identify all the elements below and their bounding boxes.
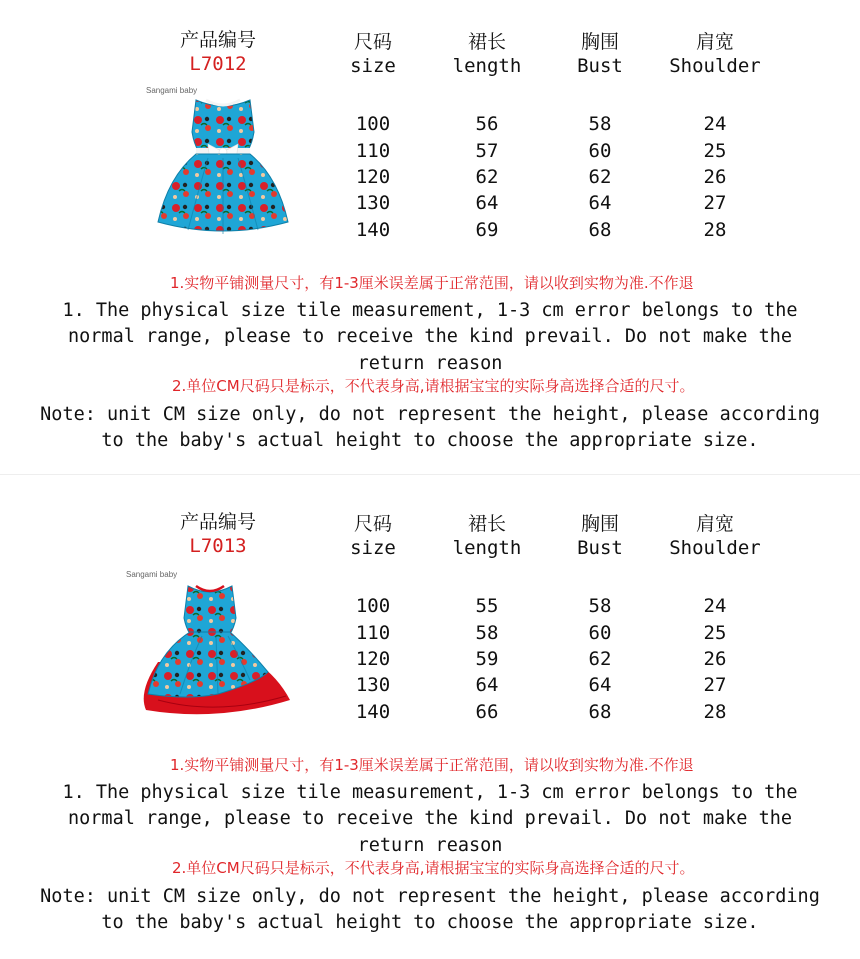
note-cn-unit: 2.单位CM尺码只是标示，不代表身高,请根据宝宝的实际身高选择合适的尺寸。 — [172, 859, 695, 877]
shoulder-cell: 27 — [703, 192, 727, 214]
bust-cell: 68 — [588, 701, 612, 723]
size-cell: 110 — [355, 140, 391, 162]
bust-cell: 64 — [588, 192, 612, 214]
length-cell: 57 — [475, 140, 499, 162]
shoulder-header — [660, 30, 770, 78]
shoulder-cell: 24 — [703, 113, 727, 135]
size-cell: 130 — [355, 674, 391, 696]
bust-cell: 68 — [588, 219, 612, 241]
length-cell: 64 — [475, 674, 499, 696]
bust-header-en: Bust — [577, 537, 623, 559]
bust-cell: 64 — [588, 674, 612, 696]
shoulder-cell: 28 — [703, 219, 727, 241]
length-cell: 56 — [475, 113, 499, 135]
dress-image-l7012 — [148, 92, 298, 242]
bust-header-cn: 胸围 — [580, 31, 619, 53]
bust-cell: 62 — [588, 648, 612, 670]
product-block-l7013 — [0, 482, 860, 952]
note-en-measurement-line3: return reason — [357, 835, 503, 856]
size-cell: 120 — [355, 648, 391, 670]
shoulder-header-cn: 肩宽 — [695, 31, 734, 53]
length-header-en: length — [452, 537, 522, 559]
shoulder-header-en: Shoulder — [669, 537, 761, 559]
dress-image-l7013 — [118, 582, 298, 722]
size-cell: 140 — [355, 701, 391, 723]
product-block-l7012 — [0, 0, 860, 470]
shoulder-header-en: Shoulder — [669, 55, 761, 77]
size-cell: 110 — [355, 622, 391, 644]
length-header — [442, 512, 532, 560]
shoulder-header — [660, 512, 770, 560]
shoulder-cell: 24 — [703, 595, 727, 617]
length-cell: 66 — [475, 701, 499, 723]
note-en-measurement-line3: return reason — [357, 353, 503, 374]
length-header — [442, 30, 532, 78]
length-cell: 59 — [475, 648, 499, 670]
size-header-en: size — [350, 55, 396, 77]
bust-header — [560, 30, 640, 78]
bust-cell: 58 — [588, 595, 612, 617]
product-code: L7012 — [189, 53, 247, 75]
shoulder-cell: 26 — [703, 648, 727, 670]
product-code: L7013 — [189, 535, 247, 557]
size-header — [338, 512, 408, 560]
length-cell: 69 — [475, 219, 499, 241]
length-header-cn: 裙长 — [467, 31, 506, 53]
bust-cell: 62 — [588, 166, 612, 188]
size-cell: 120 — [355, 166, 391, 188]
note-cn-unit: 2.单位CM尺码只是标示，不代表身高,请根据宝宝的实际身高选择合适的尺寸。 — [172, 377, 695, 395]
bust-header-cn: 胸围 — [580, 513, 619, 535]
bust-cell: 58 — [588, 113, 612, 135]
shoulder-cell: 25 — [703, 140, 727, 162]
size-cell: 100 — [355, 595, 391, 617]
note-en-measurement-line2: normal range, please to receive the kind prevail. Do not make the — [68, 808, 792, 829]
size-header — [338, 30, 408, 78]
note-en-measurement-line1: 1. The physical size tile measurement, 1-3 cm error belongs to the — [62, 300, 798, 321]
note-cn-measurement: 1.实物平铺测量尺寸，有1-3厘米误差属于正常范围，请以收到实物为准.不作退 — [170, 274, 694, 292]
shoulder-header-cn: 肩宽 — [695, 513, 734, 535]
product-code-label: 产品编号 — [179, 511, 256, 533]
note-en-unit-line2: to the baby's actual height to choose the appropriate size. — [101, 912, 759, 933]
length-header-cn: 裙长 — [467, 513, 506, 535]
size-cell: 100 — [355, 113, 391, 135]
bust-cell: 60 — [588, 140, 612, 162]
shoulder-cell: 25 — [703, 622, 727, 644]
size-cell: 140 — [355, 219, 391, 241]
product-code-header — [168, 28, 268, 76]
note-en-measurement-line1: 1. The physical size tile measurement, 1-3 cm error belongs to the — [62, 782, 798, 803]
product-code-label: 产品编号 — [179, 29, 256, 51]
product-code-header — [168, 510, 268, 558]
length-cell: 58 — [475, 622, 499, 644]
size-header-cn: 尺码 — [353, 513, 392, 535]
note-en-unit-line2: to the baby's actual height to choose the appropriate size. — [101, 430, 759, 451]
bust-header — [560, 512, 640, 560]
note-en-unit-line1: Note: unit CM size only, do not represent the height, please according — [40, 886, 820, 907]
brand-watermark: Sangami baby — [146, 86, 198, 95]
note-cn-measurement: 1.实物平铺测量尺寸，有1-3厘米误差属于正常范围，请以收到实物为准.不作退 — [170, 756, 694, 774]
length-cell: 62 — [475, 166, 499, 188]
size-cell: 130 — [355, 192, 391, 214]
shoulder-cell: 28 — [703, 701, 727, 723]
size-header-cn: 尺码 — [353, 31, 392, 53]
brand-watermark: Sangami baby — [126, 570, 178, 579]
bust-header-en: Bust — [577, 55, 623, 77]
note-en-measurement-line2: normal range, please to receive the kind prevail. Do not make the — [68, 326, 792, 347]
bust-cell: 60 — [588, 622, 612, 644]
shoulder-cell: 26 — [703, 166, 727, 188]
size-header-en: size — [350, 537, 396, 559]
note-en-unit-line1: Note: unit CM size only, do not represent the height, please according — [40, 404, 820, 425]
shoulder-cell: 27 — [703, 674, 727, 696]
length-cell: 55 — [475, 595, 499, 617]
block-divider — [0, 474, 860, 475]
length-cell: 64 — [475, 192, 499, 214]
length-header-en: length — [452, 55, 522, 77]
